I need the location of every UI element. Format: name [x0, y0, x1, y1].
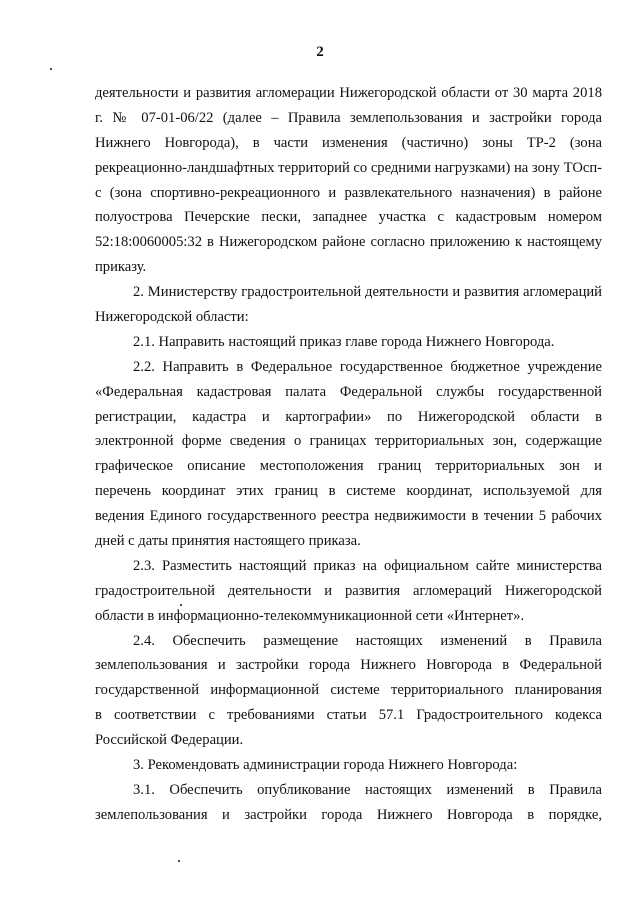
text-line: землепользования и застройки города Нижнего Новгорода в порядке,: [95, 806, 602, 823]
text-line: г. № 07-01-06/22 (далее – Правила землепользования и застройки города: [95, 109, 602, 126]
document-body: [95, 81, 602, 828]
text-line: землепользования и застройки города Нижнего Новгорода в Федеральной: [95, 657, 602, 674]
text-line: ведения Единого государственного реестра недвижимости в течении 5 рабочих: [95, 508, 602, 525]
scan-speck: [180, 604, 182, 606]
text-line: с (зона спортивно-рекреационного и развлекательного назначения) в районе: [95, 184, 602, 201]
page-number: 2: [316, 44, 324, 60]
scan-speck: [50, 68, 52, 70]
paragraph-2-1: 2.1. Направить настоящий приказ главе города Нижнего Новгорода.: [133, 333, 555, 350]
scan-speck: [178, 860, 180, 862]
text-line: деятельности и развития агломерации Нижегородской области от 30 марта 2018: [95, 85, 602, 101]
paragraph-2-2-first-line: 2.2. Направить в Федеральное государственное бюджетное учреждение: [133, 358, 602, 375]
text-line: государственной информационной системе территориального планирования: [95, 682, 602, 699]
paragraph-2-3-first-line: 2.3. Разместить настоящий приказ на официальном сайте министерства: [133, 557, 602, 574]
text-line: Российской Федерации.: [95, 732, 244, 749]
text-line: регистрации, кадастра и картографии» по Нижегородской области в: [95, 408, 602, 425]
text-line: Нижнего Новгорода), в части изменения (частично) зоны ТР-2 (зона: [95, 134, 602, 151]
text-line: дней с даты принятия настоящего приказа.: [95, 533, 361, 550]
text-line: электронной форме сведения о границах территориальных зон, содержащие: [95, 433, 602, 450]
text-line: в соответствии с требованиями статьи 57.1 Градостроительного кодекса: [95, 707, 602, 724]
text-line: перечень координат этих границ в системе координат, используемой для: [95, 483, 602, 500]
text-line: графическое описание местоположения границ территориальных зон и: [95, 458, 602, 475]
text-line: области в информационно-телекоммуникационной сети «Интернет».: [95, 607, 525, 624]
text-line: градостроительной деятельности и развития агломераций Нижегородской: [95, 582, 602, 599]
text-line: полуострова Печерские пески, западнее участка с кадастровым номером: [95, 209, 602, 226]
paragraph-2-first-line: 2. Министерству градостроительной деятельности и развития агломераций: [133, 284, 602, 301]
paragraph-2-4-first-line: 2.4. Обеспечить размещение настоящих изменений в Правила: [133, 632, 602, 649]
text-line: рекреационно-ландшафтных территорий со средними нагрузками) на зону ТОсп-: [95, 159, 602, 176]
text-line: Нижегородской области:: [95, 309, 249, 326]
text-line: 52:18:0060005:32 в Нижегородском районе согласно приложению к настоящему: [95, 234, 602, 251]
paragraph-3: 3. Рекомендовать администрации города Нижнего Новгорода:: [133, 757, 518, 774]
text-line: «Федеральная кадастровая палата Федеральной службы государственной: [95, 383, 602, 400]
paragraph-3-1-first-line: 3.1. Обеспечить опубликование настоящих изменений в Правила: [133, 781, 602, 798]
text-line: приказу.: [95, 259, 147, 276]
